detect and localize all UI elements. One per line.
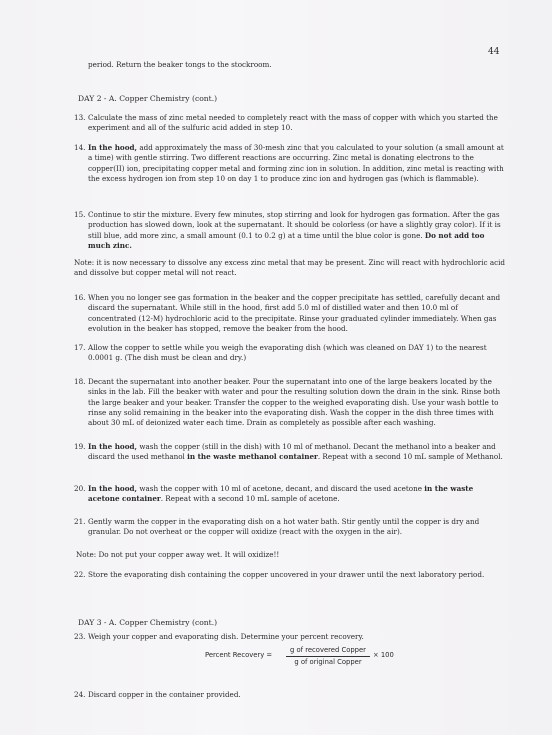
step-24 — [74, 690, 506, 700]
step-21 — [74, 517, 506, 538]
step-text: Continue to stir the mixture. Every few minutes, stop stirring and look for hydrogen gas formation. After the gas production has slowed down, look at the supernatant. It should be colorless (or have a slightly gray color). If it is still blue, add more zinc, a small amount (0.1 to 0.2 g) at a time until the blue color is gone. — [88, 210, 501, 240]
step-text: Gently warm the copper in the evaporating dish on a hot water bath. Stir gently until the copper is dry and granular. Do not overheat or the copper will oxidize (react with the oxygen in the air). — [88, 517, 480, 537]
percent-recovery-formula — [205, 646, 394, 666]
step-number: 21. — [74, 517, 86, 526]
step-number: 24. — [74, 690, 86, 699]
step-23 — [74, 632, 506, 642]
step-17 — [74, 343, 506, 364]
day3-header: DAY 3 - A. Copper Chemistry (cont.) — [78, 618, 218, 627]
step-number: 22. — [74, 570, 86, 579]
step-text-2: . Repeat with a second 10 mL sample of acetone. — [160, 494, 340, 504]
step-number: 23. — [74, 632, 86, 641]
step-number: 16. — [74, 293, 86, 302]
step-22 — [74, 570, 506, 580]
step-text: wash the copper (still in the dish) with 10 ml of methanol. Decant the methanol into a beaker and discard the used methanol — [88, 442, 496, 462]
top-line: period. Return the beaker tongs to the stockroom. — [88, 60, 272, 69]
step-bold-2: in the waste methanol container — [187, 452, 318, 462]
step-text: Allow the copper to settle while you weigh the evaporating dish (which was cleaned on DAY 1) to the nearest 0.0001 g. (The dish must be clean and dry.) — [88, 343, 487, 363]
step-text-2: . Repeat with a second 10 mL sample of Methanol. — [317, 452, 503, 462]
formula-numerator: g of recovered Copper — [290, 646, 366, 654]
step-20 — [74, 484, 506, 505]
step-text: Decant the supernatant into another beaker. Pour the supernatant into one of the large beakers located by the sinks in the lab. Fill the beaker with water and pour the resulting solution down the drain in the sink. Rinse both the large beaker and your beaker. Transfer the copper to the weighed evaporating dish. Use your wash bottle to rinse any solid remaining in the beaker into the evaporating dish. Wash the copper in the dish three times with about 30 mL of deionized water each time. Drain as completely as possible after each washing. — [88, 377, 501, 428]
step-bold: Do not add too much zinc. — [88, 230, 485, 250]
step-number: 19. — [74, 442, 86, 451]
step-14 — [74, 143, 506, 184]
step-text: When you no longer see gas formation in the beaker and the copper precipitate has settled, carefully decant and discard the supernatant. While still in the hood, first add 5.0 ml of distilled water and then 10.0 ml of concentrated (12-M) hydrochloric acid to the precipitate. Rinse your graduated cylinder immediately. When gas evolution in the beaker has stopped, remove the beaker from the hood. — [88, 293, 501, 333]
step-bold: In the hood, — [88, 484, 138, 493]
step-bold: In the hood, — [88, 442, 138, 451]
formula-denominator: g of original Copper — [294, 658, 362, 666]
step-number: 17. — [74, 343, 86, 352]
step-bold: In the hood, — [88, 143, 138, 152]
step-bold-2: in the waste acetone container — [88, 484, 474, 504]
step-13 — [74, 113, 506, 134]
step-number: 18. — [74, 377, 86, 386]
step-text: Discard copper in the container provided. — [88, 690, 241, 699]
fraction-bar — [286, 656, 370, 657]
note-wet: Note: Do not put your copper away wet. It will oxidize!! — [76, 550, 280, 559]
step-number: 20. — [74, 484, 86, 493]
step-number: 14. — [74, 143, 86, 152]
formula-lhs: Percent Recovery = — [205, 651, 273, 659]
step-number: 13. — [74, 113, 86, 122]
step-16 — [74, 293, 506, 334]
step-15 — [74, 210, 506, 251]
step-18 — [74, 377, 506, 428]
step-text: Store the evaporating dish containing the copper uncovered in your drawer until the next laboratory period. — [88, 570, 485, 579]
step-text: Weigh your copper and evaporating dish. Determine your percent recovery. — [88, 632, 364, 641]
step-text: Calculate the mass of zinc metal needed to completely react with the mass of copper with which you started the experiment and all of the sulfuric acid added in step 10. — [88, 113, 498, 133]
step-text: add approximately the mass of 30-mesh zinc that you calculated to your solution (a small amount at a time) with gentle stirring. Two different reactions are occurring. Zinc metal is donating electrons to the copper(II) ion, precipitating copper metal and forming zinc ion in solution. In addition, zinc metal is reacting with the excess hydrogen ion from step 10 on day 1 to produce zinc ion and hydrogen gas (which is flammable). — [88, 143, 504, 183]
formula-multiplier: × 100 — [373, 651, 394, 659]
step-text: wash the copper with 10 ml of acetone, decant, and discard the used acetone — [137, 484, 425, 493]
step-number: 15. — [74, 210, 86, 219]
step-19 — [74, 442, 506, 463]
page-number: 44 — [488, 47, 500, 57]
day2-header: DAY 2 - A. Copper Chemistry (cont.) — [78, 94, 218, 103]
note-zinc: Note: it is now necessary to dissolve any excess zinc metal that may be present. Zinc will react with hydrochloric acid and dissolve but copper metal will not react. — [74, 258, 506, 278]
